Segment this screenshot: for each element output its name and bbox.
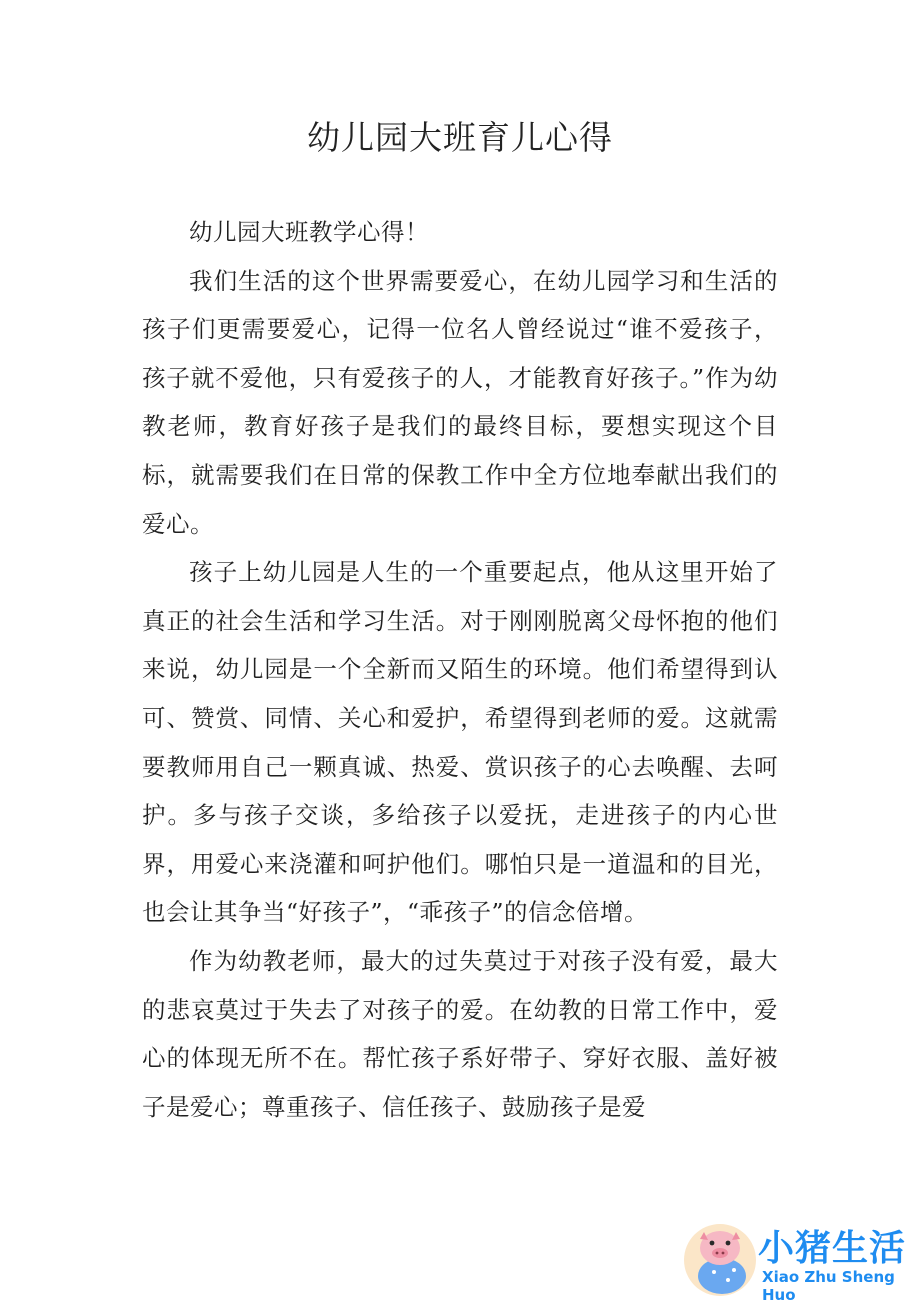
paragraph-2: 孩子上幼儿园是人生的一个重要起点，他从这里开始了真正的社会生活和学习生活。对于刚刚脱离父母怀抱的他们来说，幼儿园是一个全新而又陌生的环境。他们希望得到认可、赞赏、同情、关心和爱护，希望得到老师的爱。这就需要教师用自己一颗真诚、热爱、赏识孩子的心去唤醒、去呵护。多与孩子交谈，多给孩子以爱抚，走进孩子的内心世界，用爱心来浇灌和呵护他们。哪怕只是一道温和的目光，也会让其争当“好孩子”，“乖孩子”的信念倍增。 — [142, 558, 778, 927]
paragraph-greeting: 幼儿园大班教学心得！ — [189, 218, 429, 246]
paragraph-1: 我们生活的这个世界需要爱心，在幼儿园学习和生活的孩子们更需要爱心，记得一位名人曾经说过“谁不爱孩子，孩子就不爱他，只有爱孩子的人，才能教育好孩子。”作为幼教老师，教育好孩子是我们的最终目标，要想实现这个目标，就需要我们在日常的保教工作中全方位地奉献出我们的爱心。 — [142, 266, 778, 538]
watermark-name-cn: 小猪生活 — [758, 1228, 907, 1269]
watermark-name-en: Xiao Zhu Sheng Huo — [762, 1268, 895, 1304]
document-body — [142, 208, 778, 1131]
page-title: 幼儿园大班育儿心得 — [307, 118, 613, 157]
paragraph-3: 作为幼教老师，最大的过失莫过于对孩子没有爱，最大的悲哀莫过于失去了对孩子的爱。在幼教的日常工作中，爱心的体现无所不在。帮忙孩子系好带子、穿好衣服、盖好被子是爱心；尊重孩子、信任孩子、鼓励孩子是爱 — [142, 946, 778, 1121]
watermark-logo — [680, 1218, 916, 1304]
pig-mascot-icon — [680, 1218, 760, 1298]
